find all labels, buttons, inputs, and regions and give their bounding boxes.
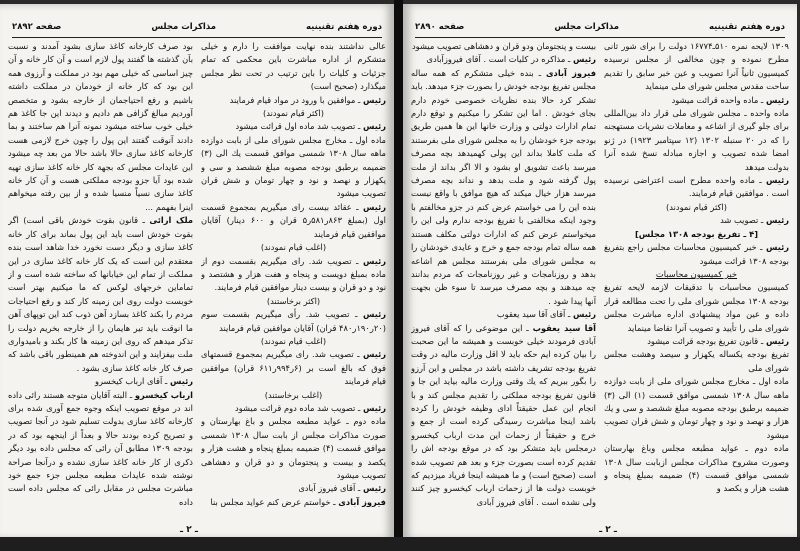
speaker-paragraph xyxy=(411,308,596,321)
speaker-name: رئیس xyxy=(572,309,596,320)
speech-text: ـ موافقین با ورود در مواد قیام فرمایند xyxy=(229,94,363,105)
speaker-name: رئیس xyxy=(765,175,789,186)
speaker-name: رئیس xyxy=(765,215,789,226)
page-title: مذاکرات مجلس xyxy=(554,22,619,32)
speaker-name: رئیس xyxy=(765,335,789,346)
body-paragraph: ۱۳۰۹ لایحه نمره ۵۱۰ـ۱۶۷۷۴ دولت را برای شور ثانی مطرح نموده و چون مخالفی از مجلس نرسیده کمیسیون ثانیاً آنرا تصویب و عین خبر سابق را تقدیم ساحت مقدس مجلس شورای ملی مینماید xyxy=(604,41,789,92)
body-paragraph: عالی نداشتند بنده نهایت موافقت را دارم و خیلی متشکرم از اداره مباشرت باین محکمی که تمام جزئیات و کلیات را باین ترتیب در تحت نظر مجلس میگذارد (صحیح است) xyxy=(201,41,386,92)
speech-text: ـ تصویب شد ماده اول قرائت میشود xyxy=(235,121,363,132)
speech-text: ـ مذاکره در کلیات است . آقای فیروزآبادی xyxy=(426,54,573,65)
speaker-paragraph xyxy=(604,335,789,348)
column-right xyxy=(604,40,789,521)
speech-text: ـ البته آقایان متوجه هستند رائی داده اند در موقع تصویب اینکه وجوه جمع آوری شده برای کارخانه کاغذ سازی بدولت تسلیم شود در آنجا تصویب و تصریح کرده بودند حالا و بعداً از اینجهه بود که در بودجه ۱۳۰۹ مطابق آن رائی که مجلس داده بود دیگر ذکری از کار خانه کاغذ سازی نشده و درآنجا صراحة نوشته شده عایدات مطبعه مجلس جزء جمع خود مباشرت مجلس در مقابل رائی که مجلس داده است داده xyxy=(8,389,193,507)
speaker-name: رئیس xyxy=(362,121,386,132)
page-session-label: دوره هفتم تقنینیه xyxy=(306,22,382,32)
speaker-name: فیروز آبادی xyxy=(338,496,386,507)
right-page xyxy=(403,4,797,539)
page-footer: ـ ۲ ـ xyxy=(180,525,198,535)
left-page xyxy=(0,4,394,539)
speech-text: ـ قانون بقوت خودش باقی است) اگر بقوت خودش است باید این پول بماند برای کار خانه کاغذ سازی و دیگر دست نخورد خدا شاهد است بنده معتقدم این است که یک کار خانه کاغذ سازی در این مملکت از تمام این خیابانها که ساخته شده است و از تماماین خرجهای لوکس که ما میکنیم بهتر است خوبست دولت روی این زمینه کار کند و رفع احتیاجات مردم را بکند کاغذ بسازد آهن ذوب کند این توپهای آهن ما انوقت باید تیر هایمان را از خارجه بخریم دولت را تذکر میدهم که روی این زمینه ها کار بکند و بامیدواری ملت بیفزایند و این اندوخته هم همینطور باقی باشد که صرف کار خانه کاغذ سازی بشود . xyxy=(8,215,193,373)
speech-text: ـ تصویب شد. رای میگیریم بقسمت دوم از ماده بمبلغ دویست و پنجاه و هفت هزار و هشتصد و نود و دو قران و بیست دینار موافقین قیام فرمایند. xyxy=(201,255,386,293)
speaker-paragraph xyxy=(604,241,789,268)
speech-text: ـ آقای فیروز آبادی xyxy=(298,483,363,494)
speech-text: ـ ماده واحده قرائت میشود xyxy=(671,94,766,105)
page-number: صفحه ۲۸۹۲ xyxy=(12,22,62,32)
vote-result-note: (اکثر قیام نمودند) xyxy=(666,201,727,212)
speaker-paragraph xyxy=(604,214,789,227)
vote-result-note: (اغلب قیام نمودند) xyxy=(260,335,327,346)
text-columns xyxy=(8,40,386,521)
speaker-paragraph xyxy=(201,482,386,495)
body-paragraph: ماده واحده ـ مجلس شورای ملی قرار داد بین‌المللی برای جلو گیری از اشاعه و معاملات نشریات مستهجنه را که در ۲۰ سنبله ۱۳۰۲ (۱۲ سپتامبر ۱۹۲۳) در ژنو امضا شده تصویب و اجازه مبادله نسخ شده آنرا بدولت میدهد xyxy=(604,108,789,172)
body-paragraph: ماده اول ـ مخارج مجلس شورای ملی از بابت دوازده ماهه سال ۱۳۰۸ شمسی موافق قسمت (۱) الی (۳) ضمیمه برطبق بودجه مصوبه مبلغ ششصد و سی و یك هزار و نهصد و نود و چهار تومان و شش قران تصویب میشود xyxy=(604,376,789,440)
speaker-paragraph xyxy=(201,120,386,133)
speech-text: ـ بنده خیلی متشکرم که همه ساله مجلس تفریغ بودجه خودش را بصورت جزء میدهد. باید تشکر کرد حالا بنده نظریات خصوصی خودم دارم بجای خودش . اما این تشکر را میکنیم و توقع دارم تمام ادارات دولتی و وزارت خانها این ها همین طریق بودجه جزء خودشان را به مجلس شورای ملی بفرستند که ملت کاملا بداند این پولی کهمیدهد بچه مصرف میرسد باعث تشویق او بشود و الا اگر بداند از ملت پول گرفته شود و ملت بدهد و نداند بچه مصرف میرسد هزار خیال میکند که هیچ موافق با واقع نیست بنده این را می خواستم عرض کنم در جزو مخالفتم با وجود اینکه مخالفتی با تفریغ بودجه ندارم ولی این را میخواستم عرض کنم که ادارات دولتی مکلف هستند همه ساله تمام بودجه جمع و خرج و عایدی خودشان را به مجلس شورای ملی بفرستند مجلس هم اشاعه بدهد و روزنامجات و غیر روزنامجات که مردم بدانند چه میدهند و بچه مصرف میرسد تا سوء ظن بجهت آنها پیدا شود . xyxy=(411,67,596,306)
speaker-paragraph xyxy=(604,94,789,107)
speech-text: ـ آقای ارباب کیخسرو xyxy=(94,376,170,387)
page-session-label: دوره هفتم تقنینیه xyxy=(709,22,785,32)
body-paragraph: ماده اول ـ مخارج مجلس شورای ملی از بابت دوازده ماهه سال ۱۳۰۸ شمسی موافق قسمت یك الی (۳) ضمیمه برطبق بودجه مصوبه مبلغ ششصد و سی و یکهزار و نهصد و نود و چهار تومان و شش قران تصویب میشود xyxy=(201,134,386,199)
speaker-paragraph xyxy=(201,255,386,295)
speech-text: ـ تصویب شد. رأی میگیریم بقسمت سوم (۲۰ر۱۹۰ر۴۸۰ قران) آقایان موافقین قیام فرمایند xyxy=(201,309,386,333)
speaker-paragraph xyxy=(201,94,386,107)
speech-text: ـ قانون تفریغ بودجه قرائت میشود xyxy=(647,335,766,346)
page-header xyxy=(415,20,785,38)
speech-text: ـ ماده واحده مطرح است اعتراضی نرسیده است . موافقین قیام فرمایند. xyxy=(604,175,789,199)
body-paragraph: کمیسیون محاسبات با تدقیقات لازمه لایحه تفریغ بودجه ۱۳۰۸ مجلس شورای ملی را تحت مطالعه قرار داده و عین مواد پیشنهادی اداره مباشرت مجلس شورای ملی را تأیید و تصویب آنرا تقاضا مینماید xyxy=(604,282,789,333)
speech-text: ـ این موضوعی را که آقای فیروز آبادی فرمودند خیلی خوبست و همیشه ما این صحبت را بیان کرده ایم حکه باید لا اقل وزارت مالیه در وقت تفریغ بودجه تشریف داشته باشد در مجلس و این آرزو را بگور ببریم که یك وقتی وزارت مالیه بیاید این جا و قانون تفریغ بودجه مملکتی را تقدیم مجلس کند و با انجام این عمل حقیقتاً ادای وظیفه خودش را کرده باشد اینجا مباشرت رسیدگی کرده است از جمع و خرج و حقیقتاً از زحمات این مدت ارباب کیخسرو درمجلس باید متشکر بود که در موقع بودجه اش را تقدیم کرده است بصورت جزء و بعد هم تصویب شده است (صحیح است) و ما همیشه اینجا فریاد میزدیم که خوبست دولت ها از زحمات ارباب کیخسرو چیز کنند ولی نشده است . آقای فیروز آبادی xyxy=(411,322,596,507)
vote-result-note: (اکثر برخاستند) xyxy=(266,295,321,306)
speaker-name: رئیس xyxy=(362,94,386,105)
speaker-paragraph xyxy=(8,389,193,510)
speech-text: ـ تصویب شد xyxy=(720,215,766,226)
speaker-name: فیروز آبادی xyxy=(545,67,596,78)
column-left xyxy=(411,40,596,521)
speaker-name: رئیس xyxy=(362,349,386,360)
speaker-paragraph xyxy=(411,322,596,510)
speaker-paragraph xyxy=(604,174,789,201)
page-title: مذاکرات مجلس xyxy=(151,22,216,32)
speaker-name: ارباب کیخسرو xyxy=(134,389,193,400)
column-right xyxy=(201,40,386,521)
speaker-name: رئیس xyxy=(765,94,789,105)
speaker-paragraph xyxy=(201,308,386,335)
speaker-name: ملک ارائی xyxy=(149,215,193,226)
speech-text: ـ تصویب شد ماده دوم قرائت میشود xyxy=(235,402,363,413)
vote-result-note: (اغلب برخاستند) xyxy=(264,389,323,400)
body-paragraph: ماده دوم ـ عواید مطبعه مجلس وباغ بهارستان وصورت مشروح مذاکرات مجلس ازبابت سال ۱۳۰۸ شمسی موافق قسمت (۴) ضمیمه بمبلغ پنجاه و هشت هزار و یکصد و xyxy=(604,443,789,494)
speaker-paragraph xyxy=(201,201,386,241)
speaker-name: آقا سید یعقوب xyxy=(532,322,596,333)
body-paragraph: ماده دوم ـ عواید مطبعه مجلس و باغ بهارستان و صورت مذاکرات مجلس از بابت سال ۱۳۰۸ شمسی موافق قسمت (۴) ضمیمه بمبلغ پنجاه و هشت هزار و یکصد و بیست و پنجتومان و دو قران و دهشاهی تصویب میشود xyxy=(201,416,386,480)
book-gutter xyxy=(394,0,403,551)
speaker-paragraph xyxy=(411,67,596,308)
speaker-paragraph xyxy=(201,402,386,415)
scan-bottom-edge xyxy=(0,537,800,551)
speaker-name: رئیس xyxy=(362,309,386,320)
speaker-name: رئیس xyxy=(572,54,596,65)
speech-text: ـ آقای آقا سید یعقوب xyxy=(496,309,573,320)
speech-text: ـ خبر کمیسیون محاسبات مجلس راجع بتفریغ بودجه ۱۳۰۸ قرائت میشود xyxy=(604,242,789,266)
speaker-name: رئیس xyxy=(362,255,386,266)
speech-text: ـ تصویب شد. رای میگیریم بمجموع قسمتهای فوق که بالغ است بر (۶ر۹۹۴ر۶۱۱ قران) موافقین قیام فرمایند xyxy=(201,349,386,387)
speaker-name: رئیس xyxy=(765,242,789,253)
speaker-paragraph xyxy=(8,375,193,388)
speaker-name: رئیس xyxy=(362,201,386,212)
body-paragraph: بود صرف کارخانه کاغذ سازی بشود آمدند و نسبت بآن گذشته ها گفتند پول لازم است و آن کار خانه و آن چیز اساسی که خیلی مهم بود در مملکت و آرزوی همه این بود که کار خانه از خودمان در مملکت داشته باشیم و رفع احتیاجمان از خارجه بشود و متخصص آوردیم مبالغ گزافی هم دادیم و دیدند این جا کاغذ هم خیلی خوب ساخته میشود نمونه آنرا هم ساختند و بما دادند آنوقت گفتند این پول را چون خرج لازمی هست کارخانه کاغذ سازی حالا باشد حالا من بعد چه میشود این عایدات مجلس که بجهة کار خانه کاغذ سازی تهیه شده بود آیا جزو بودجه مملکتی هست و آن کار خانه کاغذ سازی نسیاً منسیا شده و از بین رفته میخواهم اینرا بفهمم ... xyxy=(8,41,193,212)
speaker-name: رئیس xyxy=(362,402,386,413)
speaker-paragraph xyxy=(201,348,386,388)
body-paragraph: بیست و پنجتومان ودو قران و دهشاهی تصویب میشود xyxy=(411,41,596,51)
page-header xyxy=(12,20,382,38)
speaker-name: رئیس xyxy=(362,483,386,494)
section-heading: [۴ ـ تفریغ بودجه ۱۳۰۸ مجلس] xyxy=(634,228,759,239)
subsection-title: خبر کمیسیون محاسبات xyxy=(655,268,738,279)
page-footer: ـ ۲ ـ xyxy=(599,525,617,535)
speech-text: ـ عقائد بیست رای میگیریم بمجموع قسمت اول (بمبلغ ۸۶۳ر۵۸۱ر۵ قران و ۶۰۰ دینار) آقایان موافقین قیام فرمایند xyxy=(201,201,386,239)
body-paragraph: تفریغ بودجه یکساله یکهزار و سیصد وهشت مجلس شورای ملی xyxy=(604,349,789,373)
speaker-paragraph xyxy=(201,496,386,509)
page-number: صفحه ۲۸۹۰ xyxy=(415,22,465,32)
speaker-paragraph xyxy=(411,53,596,66)
speech-text: ـ خواستم عرض کنم عواید مجلس بنا xyxy=(210,496,339,507)
speaker-name: رئیس xyxy=(169,376,193,387)
text-columns xyxy=(411,40,789,521)
vote-result-note: (اکثر قیام نمودند) xyxy=(263,108,324,119)
speaker-paragraph xyxy=(8,214,193,375)
column-left xyxy=(8,40,193,521)
vote-result-note: (اغلب قیام نمودند) xyxy=(260,242,327,253)
